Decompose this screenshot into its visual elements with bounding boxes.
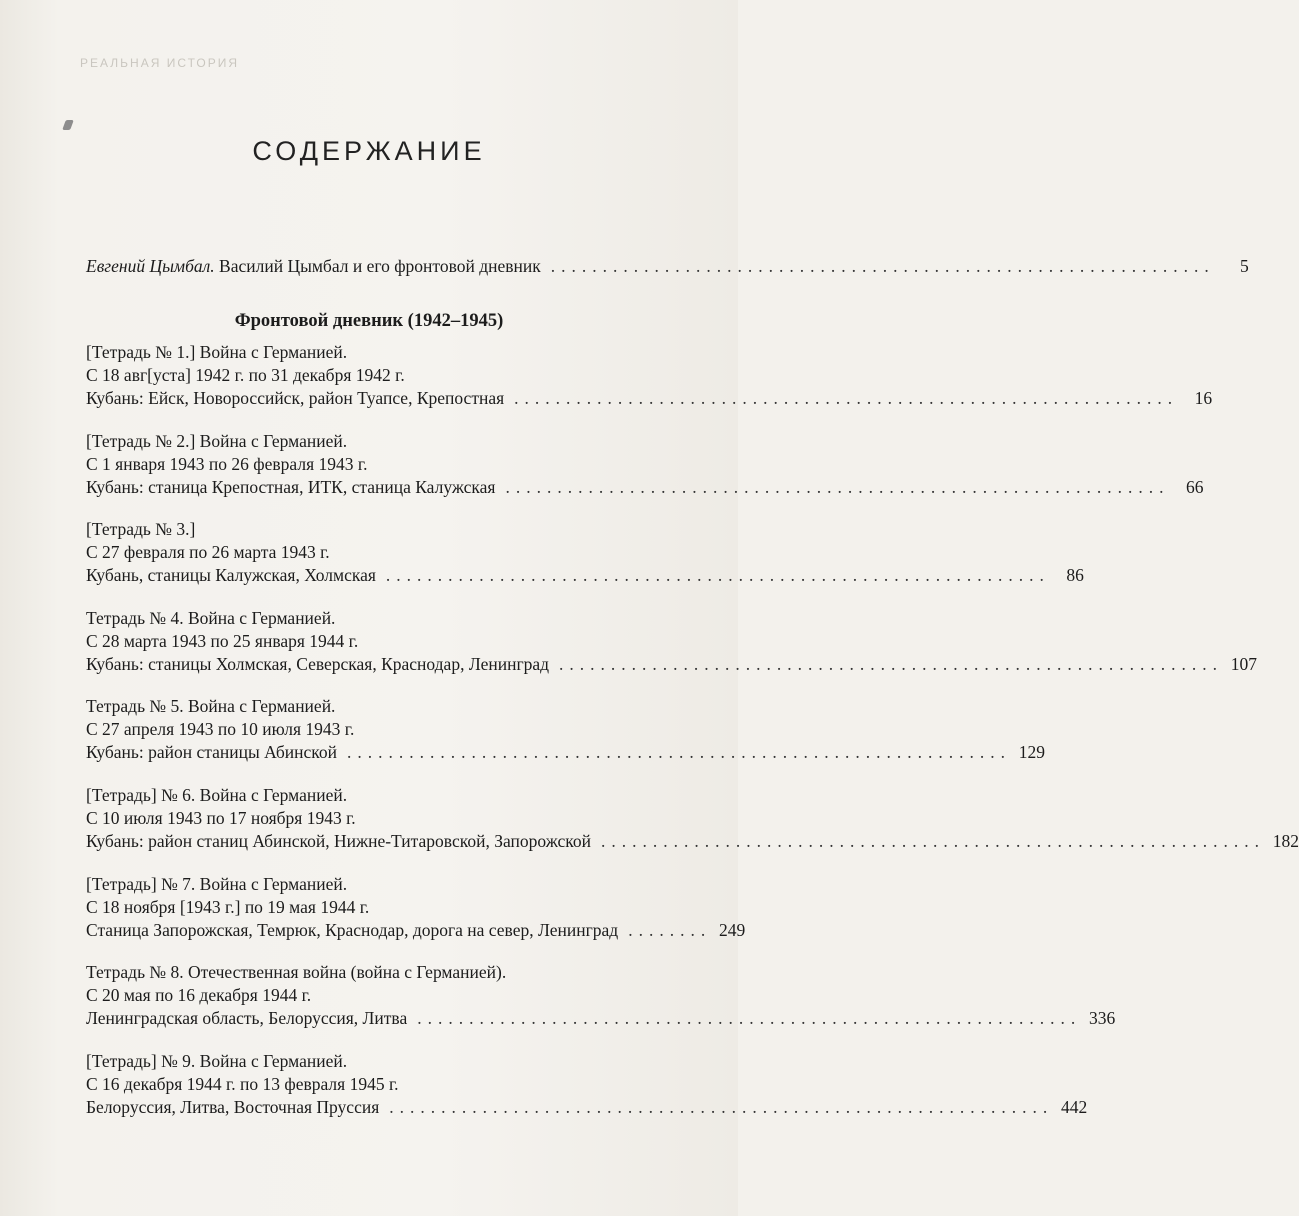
entry-8-heading: Тетрадь № 8. Отечественная война (война с Германией).: [86, 962, 507, 982]
entry-9-places: Белоруссия, Литва, Восточная Пруссия: [86, 1097, 380, 1117]
entry-2-page-number: 66: [1185, 477, 1204, 497]
leader-dots: ........: [628, 920, 712, 940]
entry-4-page-number: 107: [1230, 654, 1258, 674]
entry-1-heading: [Тетрадь № 1.] Война с Германией.: [86, 342, 348, 362]
entry-4-places: Кубань: станицы Холмская, Северская, Краснодар, Ленинград: [86, 654, 550, 674]
toc-entry-7[interactable]: [86, 919, 746, 941]
entry-3-places: Кубань, станицы Калужская, Холмская: [86, 565, 376, 585]
leader-dots: ................................................................: [559, 654, 1224, 674]
toc-entry-3[interactable]: [86, 564, 1084, 586]
leader-dots: ................................................................: [550, 256, 1215, 276]
leader-dots: ................................................................: [417, 1008, 1082, 1028]
entry-1-places: Кубань: Ейск, Новороссийск, район Туапсе, Крепостная: [86, 388, 505, 408]
entry-2-heading: [Тетрадь № 2.] Война с Германией.: [86, 431, 348, 451]
ink-mark: [62, 120, 74, 130]
entry-2-places: Кубань: станица Крепостная, ИТК, станица Калужская: [86, 477, 496, 497]
entry-8-places: Ленинградская область, Белоруссия, Литва: [86, 1008, 408, 1028]
page-title: СОДЕРЖАНИЕ: [252, 136, 486, 166]
entry-5-heading: Тетрадь № 5. Война с Германией.: [86, 696, 336, 716]
running-header-ghost: РЕАЛЬНАЯ ИСТОРИЯ: [80, 56, 240, 70]
toc-entry-5[interactable]: [86, 741, 1046, 763]
entry-9-heading: [Тетрадь] № 9. Война с Германией.: [86, 1051, 348, 1071]
entry-7-places: Станица Запорожская, Темрюк, Краснодар, дорога на север, Ленинград: [86, 920, 619, 940]
entry-5-dates: С 27 апреля 1943 по 10 июля 1943 г.: [86, 719, 355, 739]
leader-dots: ................................................................: [347, 742, 1012, 762]
entry-8-page-number: 336: [1088, 1008, 1116, 1028]
toc-entry-9[interactable]: [86, 1096, 1088, 1118]
toc-entry-8[interactable]: [86, 1007, 1116, 1029]
entry-1-page-number: 16: [1194, 388, 1213, 408]
entry-7-heading: [Тетрадь] № 7. Война с Германией.: [86, 874, 348, 894]
entry-4-dates: С 28 марта 1943 по 25 января 1944 г.: [86, 631, 359, 651]
entry-1-dates: С 18 авг[уста] 1942 г. по 31 декабря 1942 г.: [86, 365, 405, 385]
entry-2-dates: С 1 января 1943 по 26 февраля 1943 г.: [86, 454, 368, 474]
entry-9-dates: С 16 декабря 1944 г. по 13 февраля 1945 г.: [86, 1074, 399, 1094]
toc-entry-6[interactable]: [86, 830, 1299, 852]
entry-7-page-number: 249: [718, 920, 746, 940]
leader-dots: ................................................................: [505, 477, 1170, 497]
entry-3-dates: С 27 февраля по 26 марта 1943 г.: [86, 542, 330, 562]
entry-5-page-number: 129: [1018, 742, 1046, 762]
toc-intro-entry[interactable]: [86, 255, 1249, 277]
leader-dots: ................................................................: [389, 1097, 1054, 1117]
entry-4-heading: Тетрадь № 4. Война с Германией.: [86, 608, 336, 628]
toc-entry-4[interactable]: [86, 653, 1258, 675]
entry-6-page-number: 182: [1272, 831, 1299, 851]
entry-6-heading: [Тетрадь] № 6. Война с Германией.: [86, 785, 348, 805]
leader-dots: ................................................................: [600, 831, 1265, 851]
entry-3-page-number: 86: [1066, 565, 1084, 585]
toc-entry-2[interactable]: [86, 476, 1204, 498]
intro-author: Евгений Цымбал.: [86, 256, 215, 276]
leader-dots: ................................................................: [385, 565, 1050, 585]
toc-entry-1[interactable]: [86, 387, 1213, 409]
entry-9-page-number: 442: [1061, 1097, 1088, 1117]
section-title: Фронтовой дневник (1942–1945): [234, 311, 504, 331]
intro-title: Василий Цымбал и его фронтовой дневник: [219, 256, 541, 276]
entry-8-dates: С 20 мая по 16 декабря 1944 г.: [86, 985, 312, 1005]
entry-5-places: Кубань: район станицы Абинской: [86, 742, 338, 762]
intro-page-number: 5: [1240, 256, 1249, 276]
entry-3-heading: [Тетрадь № 3.]: [86, 519, 196, 539]
entry-6-places: Кубань: район станиц Абинской, Нижне-Титаровской, Запорожской: [86, 831, 591, 851]
leader-dots: ................................................................: [514, 388, 1179, 408]
entry-6-dates: С 10 июля 1943 по 17 ноября 1943 г.: [86, 808, 356, 828]
entry-7-dates: С 18 ноября [1943 г.] по 19 мая 1944 г.: [86, 897, 370, 917]
